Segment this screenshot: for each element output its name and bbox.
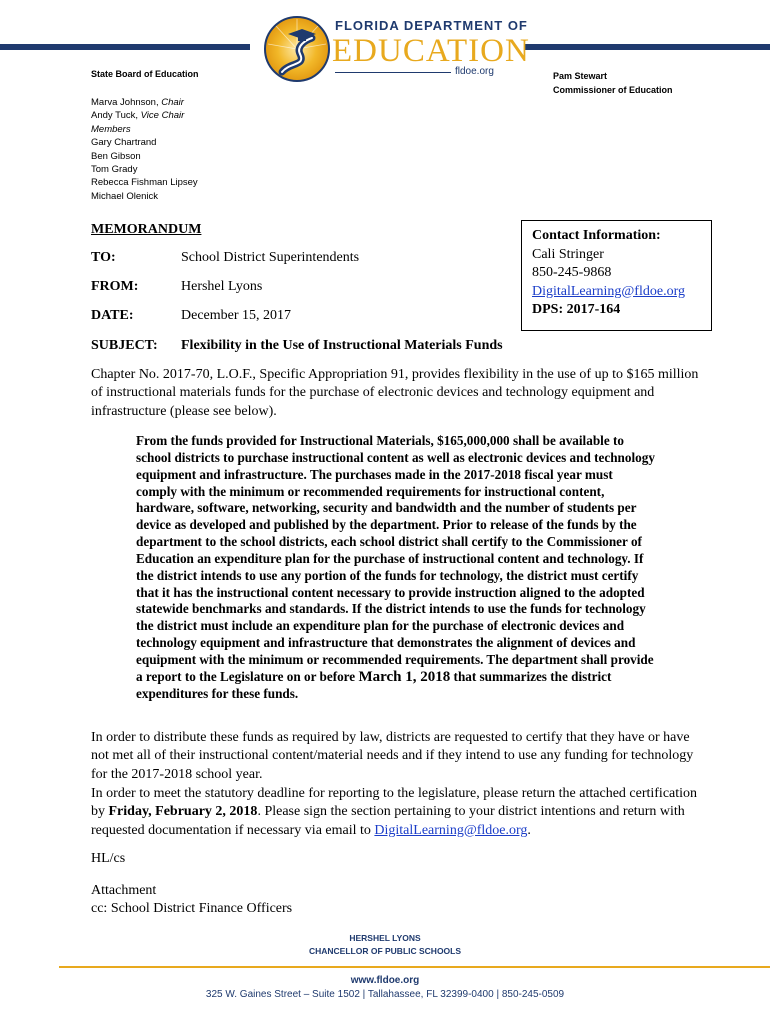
commissioner-block [553, 69, 673, 97]
body-email-link[interactable]: DigitalLearning@fldoe.org [374, 822, 528, 838]
board-members-list [91, 96, 198, 203]
logo-underline [335, 72, 451, 73]
contact-phone: 850-245-9868 [532, 265, 612, 280]
commissioner-name: Pam Stewart [553, 71, 608, 81]
date-value: December 15, 2017 [181, 308, 292, 323]
report-due-date: March 1, 2018 [358, 668, 451, 685]
commissioner-title: Commissioner of Education [553, 85, 673, 95]
subject-value: Flexibility in the Use of Instructional Materials Funds [181, 338, 503, 353]
agency-name-line2: EDUCATION [332, 33, 530, 69]
deadline-date: Friday, February 2, 2018 [108, 804, 258, 820]
header-rule-left [0, 44, 250, 50]
attachment-note: Attachment [91, 883, 157, 898]
contact-name: Cali Stringer [532, 246, 604, 262]
intro-paragraph: Chapter No. 2017-70, L.O.F., Specific Appropriation 91, provides flexibility in the use of up to $165 million of instructional materials funds for the purchase of electronic devices and technology equipment and infrastructure (please see below). [91, 367, 699, 419]
fldoe-logo [262, 14, 530, 84]
board-member: Andy Tuck, Vice Chair [91, 110, 185, 122]
board-member: Michael Olenick [91, 190, 159, 202]
state-board-title: State Board of Education [91, 69, 199, 79]
agency-name-line1: FLORIDA DEPARTMENT OF [335, 18, 528, 33]
board-member: Marva Johnson, Chair [91, 97, 184, 108]
footer-rule [59, 966, 770, 968]
to-label: TO: [91, 250, 116, 265]
contact-heading: Contact Information: [532, 228, 661, 243]
from-value: Hershel Lyons [181, 279, 263, 294]
dps-number: DPS: 2017-164 [532, 302, 621, 317]
deadline-paragraph: In order to meet the statutory deadline for reporting to the legislature, please return the attached certification by Friday, February 2, 2018. Please sign the section pertaining to your district intentions and return with requested documentation if necessary via email to DigitalLearning@fldoe.org. [91, 786, 698, 838]
memo-heading: MEMORANDUM [91, 222, 202, 237]
date-label: DATE: [91, 308, 134, 323]
logo-website: fldoe.org [455, 66, 494, 77]
board-member: Ben Gibson [91, 150, 141, 162]
sun-seal-icon [262, 14, 332, 84]
board-member: Tom Grady [91, 164, 138, 176]
appropriation-quote: From the funds provided for Instructional Materials, $165,000,000 shall be available to school districts to purchase instructional content as well as electronic devices and technology equipment and infrastructure. The purchases made in the 2017-2018 fiscal year must comply with the minimum or recommended requirements for instructional content, hardware, software, networking, security and bandwidth and the number of students per device as developed and published by the department. Prior to release of the funds by the department to the school districts, each school district shall certify to the Commissioner of Education an expenditure plan for the purchase of instructional content and technology. If the district intends to use any portion of the funds for technology, the district must certify that it has the instructional content necessary to provide instruction aligned to the adopted statewide benchmarks and standards. If the district intends to use the funds for technology the district must include an expenditure plan for the purchase of electronic devices and technology equipment and infrastructure that demonstrates the alignment of devices and equipment with the minimum or recommended requirements. The department shall provide a report to the Legislature on or before March 1, 2018 that summarizes the district expenditures for these funds. [136, 433, 655, 701]
initials: HL/cs [91, 851, 126, 866]
board-member: Rebecca Fishman Lipsey [91, 177, 198, 189]
contact-info-box [521, 220, 712, 331]
cc-line: cc: School District Finance Officers [91, 901, 293, 916]
board-members-label: Members [91, 123, 131, 135]
subject-label: SUBJECT: [91, 338, 158, 353]
to-value: School District Superintendents [181, 250, 360, 265]
signature-name: HERSHEL LYONS [349, 933, 421, 943]
footer-address: 325 W. Gaines Street – Suite 1502 | Tallahassee, FL 32399-0400 | 850-245-0509 [205, 989, 565, 1000]
board-member: Gary Chartrand [91, 137, 157, 149]
signature-title: CHANCELLOR OF PUBLIC SCHOOLS [308, 946, 462, 956]
contact-email-link[interactable]: DigitalLearning@fldoe.org [532, 283, 685, 299]
from-label: FROM: [91, 279, 139, 294]
header-rule-right [525, 44, 770, 50]
footer-website[interactable]: www.fldoe.org [350, 975, 420, 986]
certification-paragraph: In order to distribute these funds as required by law, districts are requested to certify that they have or have not met all of their instructional content/material needs and if they intend to use any funding for technology for the 2017-2018 school year. [91, 730, 694, 782]
